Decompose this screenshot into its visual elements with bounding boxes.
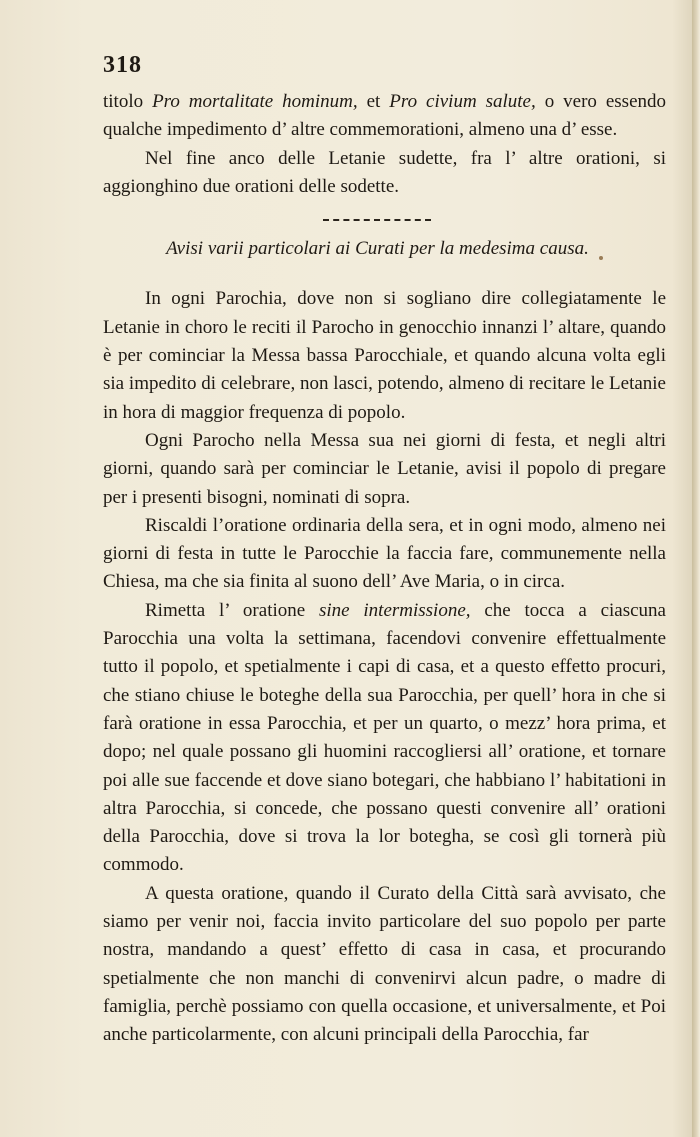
- paragraph-4: Ogni Parocho nella Messa sua nei giorni di festa, et negli altri giorni, quando sarà per cominciar le Letanie, avisi il popolo di pregare per i presenti bisogni, nominati di sopra.: [103, 429, 666, 508]
- p6-latin: sine intermissione,: [318, 599, 471, 621]
- p6-text-c: che tocca a ciascuna Parocchia una volta la settimana, facendovi convenire effettualmente tutto il popolo, et spetialmente i capi di casa, et a questo effetto procuri, che stiano chiuse le boteghe della sua Parocchia, per quell’ hora in che si farà oratione in essa Parocchia, et per un quarto, o mezz’ hora prima, et dopo; nel quale possano gli huomini raccogliersi all’ oratione, et tornare poi alle sue faccende et dove siano botegari, che habbiano l’ habitationi in altra Parocchia, si concede, che possano questi convenire all’ orationi della Parocchia, dove si trova la lor botegha, se così gli tornerà più commodo.: [103, 599, 666, 876]
- section-heading: [103, 235, 666, 263]
- paragraph-1: [103, 88, 666, 145]
- p1-latin-2: Pro civium salute,: [389, 91, 536, 112]
- ink-speck: [599, 256, 603, 260]
- page-edge: [692, 0, 700, 1137]
- p1-text-e: o vero essendo qualche impedimento d’ altre commemorationi, almeno una d’ esse.: [103, 91, 666, 141]
- paragraph-2: Nel fine anco delle Letanie sudette, fra l’ altre orationi, si aggionghino due orationi delle sodette.: [103, 147, 666, 197]
- paragraph-7: A questa oratione, quando il Curato della Città sarà avvisato, che siamo per venir noi, faccia invito particolare del suo popolo per parte nostra, mandando a quest’ effetto di casa in casa, et procurando spetialmente che non manchi di convenirvi alcun padre, o madre di famiglia, perchè possiamo con quella occasione, et universalmente, et Poi anche particolarmente, con alcuni principali della Parocchia, far: [103, 882, 666, 1046]
- paragraph-3: In ogni Parochia, dove non si sogliano dire collegiatamente le Letanie in choro le reciti il Parocho in genocchio innanzi l’ altare, quando è per cominciar la Messa bassa Parocchiale, et quando alcuna volta egli sia impedito di celebrare, non lasci, potendo, almeno di recitare le Letanie in hora di maggior frequenza di popolo.: [103, 288, 666, 423]
- paragraph-5: Riscaldi l’oratione ordinaria della sera, et in ogni modo, almeno nei giorni di festa in tutte le Parocchie la faccia fare, communemente nella Chiesa, ma che sia finita al suono dell’ Ave Maria, o in circa.: [103, 514, 666, 593]
- p6-text-a: Rimetta l’ oratione: [145, 599, 319, 621]
- section-divider: [323, 219, 431, 221]
- page-number: 318: [103, 52, 142, 78]
- p1-text-a: titolo: [103, 91, 153, 112]
- page-body: [103, 50, 666, 1050]
- section-heading-text: Avisi varii particolari ai Curati per la medesima causa.: [166, 238, 589, 260]
- p1-text-c: et: [357, 91, 390, 112]
- paragraph-6: [103, 597, 666, 880]
- p1-latin-1: Pro mortalitate hominum,: [152, 91, 358, 112]
